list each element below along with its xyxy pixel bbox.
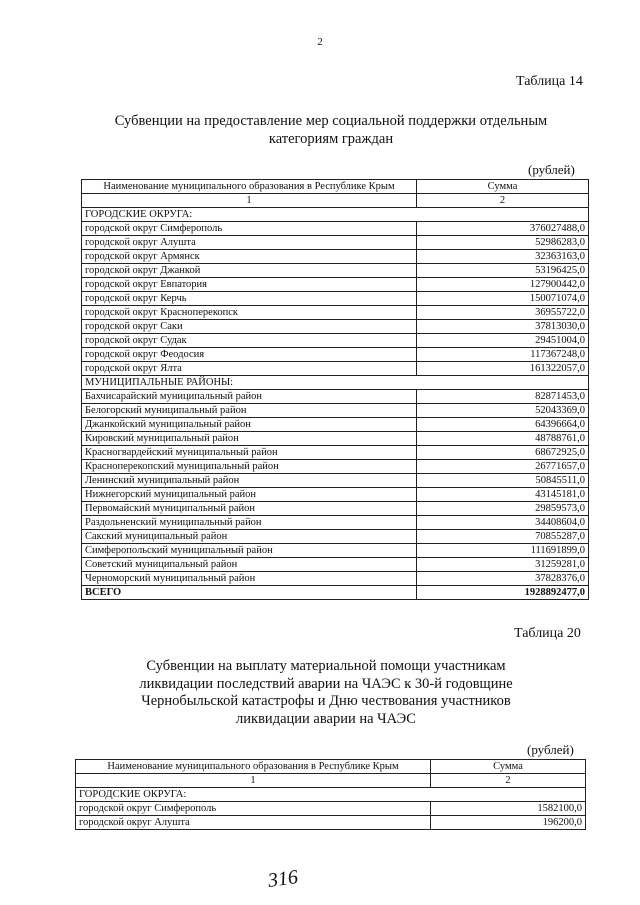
row-amount: 43145181,0: [417, 488, 589, 502]
section-row: [82, 376, 589, 390]
table-20-title-line: ликвидации аварии на ЧАЭС: [236, 710, 416, 727]
row-name: Джанкойский муниципальный район: [82, 418, 417, 432]
row-name: городской округ Джанкой: [82, 264, 417, 278]
row-amount: 127900442,0: [417, 278, 589, 292]
row-name: Симферопольский муниципальный район: [82, 544, 417, 558]
table-row: [82, 250, 589, 264]
header-amount: Сумма: [417, 180, 589, 194]
row-name: Советский муниципальный район: [82, 558, 417, 572]
table-row: [82, 544, 589, 558]
table-header-row: [82, 180, 589, 194]
row-name: Черноморский муниципальный район: [82, 572, 417, 586]
table-14-unit: (рублей): [528, 162, 575, 177]
row-name: Раздольненский муниципальный район: [82, 516, 417, 530]
col-number-1: 1: [82, 194, 417, 208]
row-name: Кировский муниципальный район: [82, 432, 417, 446]
table-20-title-line: Субвенции на выплату материальной помощи участникам: [146, 658, 506, 674]
table-20-title-line: Чернобыльской катастрофы и Дню чествования участников: [141, 693, 511, 709]
header-name: Наименование муниципального образования в Республике Крым: [82, 180, 417, 194]
section-cities: ГОРОДСКИЕ ОКРУГА:: [76, 788, 586, 802]
row-amount: 70855287,0: [417, 530, 589, 544]
table-14-title: [0, 112, 640, 148]
row-name: городской округ Саки: [82, 320, 417, 334]
table-row: [82, 488, 589, 502]
row-amount: 31259281,0: [417, 558, 589, 572]
row-name: городской округ Симферополь: [76, 802, 431, 816]
row-amount: 82871453,0: [417, 390, 589, 404]
row-name: городской округ Феодосия: [82, 348, 417, 362]
table-row: [82, 222, 589, 236]
row-amount: 161322057,0: [417, 362, 589, 376]
col-number-2: 2: [431, 774, 586, 788]
row-name: городской округ Судак: [82, 334, 417, 348]
table-14: [81, 179, 589, 600]
row-amount: 53196425,0: [417, 264, 589, 278]
col-number-1: 1: [76, 774, 431, 788]
row-amount: 68672925,0: [417, 446, 589, 460]
table-14-title-line: Субвенции на предоставление мер социальной поддержки отдельным: [114, 113, 548, 129]
row-name: Сакский муниципальный район: [82, 530, 417, 544]
section-districts: МУНИЦИПАЛЬНЫЕ РАЙОНЫ:: [82, 376, 589, 390]
row-amount: 52043369,0: [417, 404, 589, 418]
table-row: [82, 530, 589, 544]
row-name: Нижнегорский муниципальный район: [82, 488, 417, 502]
row-name: Красноперекопский муниципальный район: [82, 460, 417, 474]
row-name: городской округ Симферополь: [82, 222, 417, 236]
table-row: [82, 236, 589, 250]
row-amount: 37813030,0: [417, 320, 589, 334]
row-name: Бахчисарайский муниципальный район: [82, 390, 417, 404]
table-row: [82, 320, 589, 334]
row-amount: 111691899,0: [417, 544, 589, 558]
row-name: городской округ Керчь: [82, 292, 417, 306]
page-number: 2: [317, 36, 323, 48]
row-name: городской округ Евпатория: [82, 278, 417, 292]
row-name: городской округ Ялта: [82, 362, 417, 376]
table-row: [82, 292, 589, 306]
table-row: [82, 502, 589, 516]
table-20-title-line: ликвидации последствий аварии на ЧАЭС к 30-й годовщине: [139, 675, 513, 692]
row-name: Белогорский муниципальный район: [82, 404, 417, 418]
row-amount: 32363163,0: [417, 250, 589, 264]
row-amount: 50845511,0: [417, 474, 589, 488]
table-row: [82, 446, 589, 460]
table-row: [82, 572, 589, 586]
row-amount: 29451004,0: [417, 334, 589, 348]
header-amount: Сумма: [431, 760, 586, 774]
table-20: [75, 759, 586, 830]
table-row: [82, 418, 589, 432]
section-cities: ГОРОДСКИЕ ОКРУГА:: [82, 208, 589, 222]
table-row: [82, 264, 589, 278]
handwritten-signature: 316: [266, 866, 300, 892]
row-amount: 52986283,0: [417, 236, 589, 250]
row-amount: 34408604,0: [417, 516, 589, 530]
table-row: [82, 390, 589, 404]
row-name: городской округ Красноперекопск: [82, 306, 417, 320]
row-amount: 117367248,0: [417, 348, 589, 362]
row-name: Ленинский муниципальный район: [82, 474, 417, 488]
table-row: [82, 432, 589, 446]
header-name: Наименование муниципального образования в Республике Крым: [76, 760, 431, 774]
table-row: [82, 334, 589, 348]
table-row: [76, 816, 586, 830]
table-header-row: [76, 760, 586, 774]
table-row: [82, 362, 589, 376]
row-name: Первомайский муниципальный район: [82, 502, 417, 516]
row-name: Красногвардейский муниципальный район: [82, 446, 417, 460]
row-amount: 26771657,0: [417, 460, 589, 474]
table-20-title: [0, 658, 640, 728]
table-row: [82, 306, 589, 320]
row-name: ВСЕГО: [82, 586, 417, 600]
section-row: [82, 208, 589, 222]
row-amount: 37828376,0: [417, 572, 589, 586]
row-name: городской округ Армянск: [82, 250, 417, 264]
table-row: [82, 474, 589, 488]
col-number-2: 2: [417, 194, 589, 208]
row-amount: 48788761,0: [417, 432, 589, 446]
table-row: [82, 404, 589, 418]
column-number-row: [82, 194, 589, 208]
row-amount: 29859573,0: [417, 502, 589, 516]
table-row: [82, 558, 589, 572]
row-amount: 1928892477,0: [417, 586, 589, 600]
column-number-row: [76, 774, 586, 788]
table-row: [82, 278, 589, 292]
row-amount: 64396664,0: [417, 418, 589, 432]
row-amount: 36955722,0: [417, 306, 589, 320]
row-name: городской округ Алушта: [82, 236, 417, 250]
table-row: [82, 348, 589, 362]
table-row: [82, 516, 589, 530]
table-row: [76, 802, 586, 816]
section-row: [76, 788, 586, 802]
total-row: [82, 586, 589, 600]
row-amount: 376027488,0: [417, 222, 589, 236]
row-name: городской округ Алушта: [76, 816, 431, 830]
row-amount: 1582100,0: [431, 802, 586, 816]
table-row: [82, 460, 589, 474]
table-20-label: Таблица 20: [514, 626, 581, 641]
table-14-label: Таблица 14: [516, 74, 583, 89]
table-14-title-line: категориям граждан: [268, 131, 394, 147]
row-amount: 150071074,0: [417, 292, 589, 306]
table-20-unit: (рублей): [527, 742, 574, 757]
row-amount: 196200,0: [431, 816, 586, 830]
